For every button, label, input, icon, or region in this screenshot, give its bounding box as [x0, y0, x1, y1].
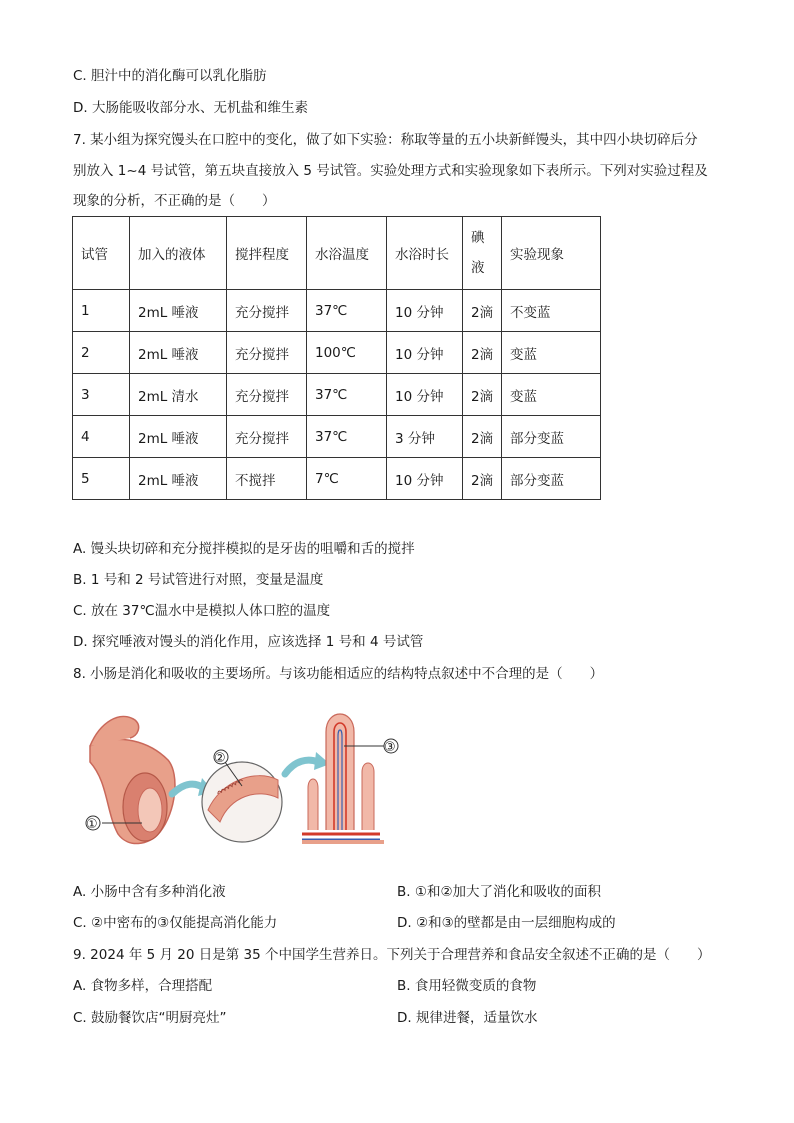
iodine-header-char2: 液: [471, 260, 485, 276]
label-3: ③: [384, 740, 396, 755]
table-cell: 37℃: [307, 416, 387, 458]
q7-option-a: A. 馒头块切碎和充分搅拌模拟的是牙齿的咀嚼和舌的搅拌: [73, 541, 415, 557]
table-cell: 充分搅拌: [227, 416, 307, 458]
q7-option-c: C. 放在 37℃温水中是模拟人体口腔的温度: [73, 603, 331, 619]
q8-stem: 8. 小肠是消化和吸收的主要场所。与该功能相适应的结构特点叙述中不合理的是（ ）: [73, 666, 604, 682]
villus-left: [308, 779, 318, 830]
q9-stem: 9. 2024 年 5 月 20 日是第 35 个中国学生营养日。下列关于合理营养和食品安全叙述不正确的是（ ）: [73, 947, 711, 963]
table-cell: 7℃: [307, 458, 387, 500]
table-cell: 37℃: [307, 290, 387, 332]
small-intestine-figure: [80, 702, 410, 850]
header-cell: 加入的液体: [130, 217, 227, 290]
table-cell: 10 分钟: [387, 290, 463, 332]
iodine-header-char1: 碘: [471, 230, 485, 246]
table-cell: 变蓝: [502, 374, 601, 416]
table-cell: 4: [73, 416, 130, 458]
table-cell: 2mL 唾液: [130, 290, 227, 332]
table-cell: 充分搅拌: [227, 332, 307, 374]
table-header-row: [73, 217, 601, 290]
table-cell: 2滴: [463, 290, 502, 332]
q8-option-a: A. 小肠中含有多种消化液: [73, 884, 226, 900]
q8-option-c: C. ②中密布的③仅能提高消化能力: [73, 915, 278, 931]
table-cell: 2滴: [463, 416, 502, 458]
table-cell: 2mL 唾液: [130, 332, 227, 374]
header-cell: 水浴时长: [387, 217, 463, 290]
header-cell: 搅拌程度: [227, 217, 307, 290]
table-row: [73, 374, 601, 416]
q9-option-a: A. 食物多样，合理搭配: [73, 978, 213, 994]
table-cell: 2滴: [463, 458, 502, 500]
table-cell: 37℃: [307, 374, 387, 416]
label-2: ②: [214, 751, 226, 766]
table-cell: 3: [73, 374, 130, 416]
table-cell: 10 分钟: [387, 332, 463, 374]
table-cell: 部分变蓝: [502, 416, 601, 458]
villus-center: [326, 714, 354, 830]
header-cell: 试管: [73, 217, 130, 290]
option-d-q6: D. 大肠能吸收部分水、无机盐和维生素: [73, 100, 308, 116]
table-cell: 2mL 唾液: [130, 458, 227, 500]
table-cell: 1: [73, 290, 130, 332]
q9-option-d: D. 规律进餐，适量饮水: [397, 1010, 538, 1026]
q7-option-b: B. 1 号和 2 号试管进行对照，变量是温度: [73, 572, 324, 588]
q7-stem-line1: 7. 某小组为探究馒头在口腔中的变化，做了如下实验：称取等量的五小块新鲜馒头，其中四小块切碎后分: [73, 132, 698, 148]
arrow-2: [285, 760, 318, 774]
q7-stem-line3: 现象的分析，不正确的是（ ）: [73, 193, 276, 209]
intestine-lumen: [138, 788, 162, 832]
label-1: ①: [86, 817, 98, 832]
table-row: [73, 458, 601, 500]
table-row: [73, 332, 601, 374]
experiment-table: [72, 216, 601, 500]
q7-stem-line2: 别放入 1~4 号试管，第五块直接放入 5 号试管。实验处理方式和实验现象如下表所示。下列对实验过程及: [73, 163, 708, 179]
table-cell: 不变蓝: [502, 290, 601, 332]
table-cell: 2mL 唾液: [130, 416, 227, 458]
table-cell: 变蓝: [502, 332, 601, 374]
table-cell: 2滴: [463, 374, 502, 416]
table-cell: 10 分钟: [387, 458, 463, 500]
q9-option-b: B. 食用轻微变质的食物: [397, 978, 537, 994]
table-row: [73, 416, 601, 458]
villus-right: [362, 763, 374, 830]
table-cell: 2: [73, 332, 130, 374]
intestine-illustration: [80, 702, 410, 850]
table-cell: 3 分钟: [387, 416, 463, 458]
q9-option-c: C. 鼓励餐饮店“明厨亮灶”: [73, 1010, 227, 1026]
q8-option-b: B. ①和②加大了消化和吸收的面积: [397, 884, 602, 900]
table-row: [73, 290, 601, 332]
header-cell: 实验现象: [502, 217, 601, 290]
table-cell: 充分搅拌: [227, 290, 307, 332]
table-cell: 部分变蓝: [502, 458, 601, 500]
option-c-q6: C. 胆汁中的消化酶可以乳化脂肪: [73, 68, 267, 84]
table-cell: 不搅拌: [227, 458, 307, 500]
table-cell: 5: [73, 458, 130, 500]
q8-option-d: D. ②和③的壁都是由一层细胞构成的: [397, 915, 616, 931]
q7-option-d: D. 探究唾液对馒头的消化作用，应该选择 1 号和 4 号试管: [73, 634, 424, 650]
header-cell-iodine: [463, 217, 502, 290]
table-cell: 充分搅拌: [227, 374, 307, 416]
table-cell: 2mL 清水: [130, 374, 227, 416]
table-cell: 10 分钟: [387, 374, 463, 416]
header-cell: 水浴温度: [307, 217, 387, 290]
table-cell: 100℃: [307, 332, 387, 374]
table-cell: 2滴: [463, 332, 502, 374]
